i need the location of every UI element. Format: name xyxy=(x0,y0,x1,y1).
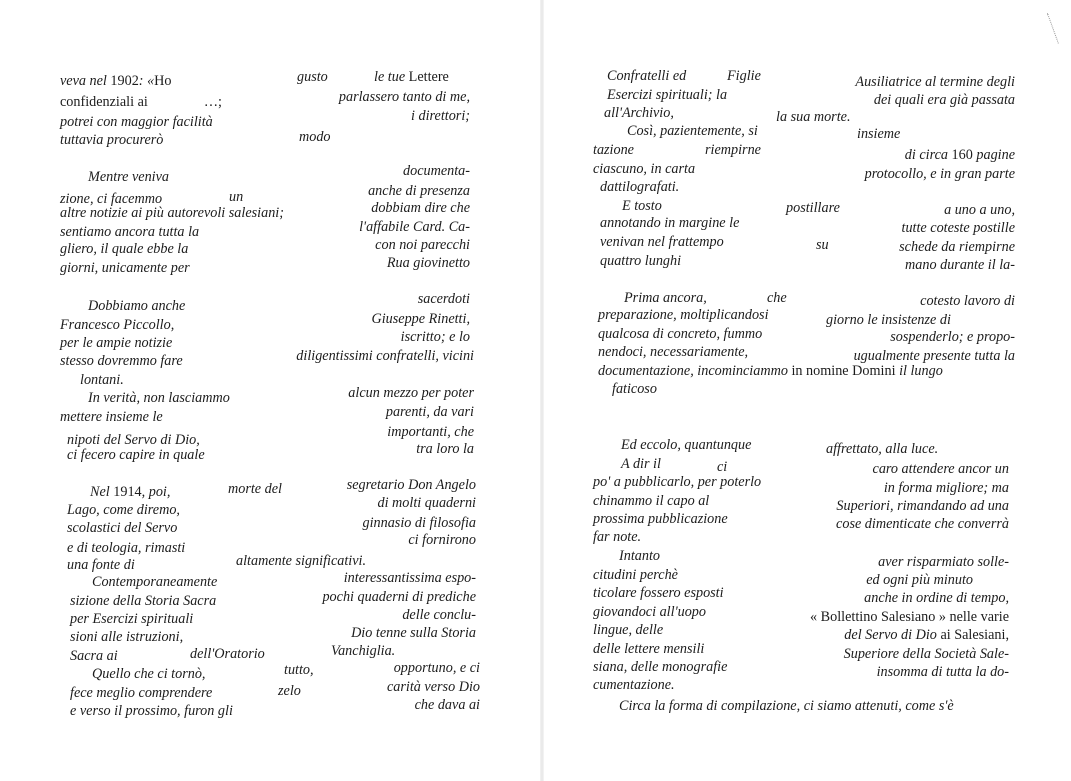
text-line: ci xyxy=(717,459,728,475)
text-line: Dio tenne sulla Storia xyxy=(351,625,476,641)
text-line: chinammo il capo al xyxy=(593,493,710,509)
text-line: un xyxy=(229,189,244,205)
scan-mark xyxy=(1047,8,1071,43)
text-line: pochi quaderni di prediche xyxy=(322,589,476,605)
text-line: giovandoci all'uopo xyxy=(593,604,706,620)
text-line: qualcosa di concreto, fummo xyxy=(598,326,763,342)
text-line: Sacra ai xyxy=(70,648,118,664)
text-line: riempirne xyxy=(705,142,761,158)
text-line: dattilografati. xyxy=(600,179,680,195)
text-line: ginnasio di filosofia xyxy=(362,515,476,531)
text-line: iscritto; e lo xyxy=(400,329,470,345)
text-line: affrettato, alla luce. xyxy=(826,441,939,457)
text-line: Figlie xyxy=(727,68,761,84)
text-line: altre notizie ai più autorevoli salesiani; xyxy=(60,205,284,221)
text-line: Lago, come diremo, xyxy=(67,502,180,518)
text-line: ticolare fossero esposti xyxy=(593,585,724,601)
text-line: a uno a uno, xyxy=(944,202,1015,218)
text-line: schede da riempirne xyxy=(899,239,1015,255)
text-line: nendoci, necessariamente, xyxy=(598,344,749,360)
text-line: su xyxy=(816,237,829,253)
text-line: potrei con maggior facilità xyxy=(60,114,213,130)
text-line: i direttori; xyxy=(411,108,470,124)
text-line: caro attendere ancor un xyxy=(872,461,1009,477)
text-line: insomma di tutta la do- xyxy=(876,664,1009,680)
text-line: cose dimenticate che converrà xyxy=(836,516,1009,532)
text-line: in forma migliore; ma xyxy=(883,480,1009,496)
text-line: anche in ordine di tempo, xyxy=(864,590,1009,606)
text-line: stesso dovremmo fare xyxy=(60,353,183,369)
text-line: veva nel 1902: «Ho xyxy=(60,73,172,89)
text-line: quattro lunghi xyxy=(600,253,682,269)
text-line: postillare xyxy=(786,200,840,216)
text-line: Circa la forma di compilazione, ci siamo attenuti, come s'è xyxy=(619,698,954,714)
text-line: Confratelli ed xyxy=(607,68,687,84)
text-line: Superiori, rimandando ad una xyxy=(836,498,1009,514)
text-line: « Bollettino Salesiano » nelle varie xyxy=(810,609,1009,625)
text-line: zione, ci facemmo xyxy=(60,191,163,207)
text-line: sospenderlo; e propo- xyxy=(890,329,1015,345)
text-line: prossima pubblicazione xyxy=(593,511,728,527)
text-line: tra loro la xyxy=(416,441,474,457)
text-line: morte del xyxy=(228,481,282,497)
text-line: lingue, delle xyxy=(593,622,664,638)
text-line: scolastici del Servo xyxy=(67,520,178,536)
text-line: modo xyxy=(299,129,331,145)
text-line: del Servo di Dio ai Salesiani, xyxy=(844,627,1009,643)
text-line: le tue Lettere xyxy=(374,69,449,85)
text-line: insieme xyxy=(857,126,901,142)
text-line: Francesco Piccollo, xyxy=(60,317,175,333)
text-line: dei quali era già passata xyxy=(873,92,1015,108)
text-line: di molti quaderni xyxy=(377,495,476,511)
text-line: Nel 1914, poi, xyxy=(90,484,171,500)
text-line: cotesto lavoro di xyxy=(920,293,1015,309)
text-line: Quello che ci tornò, xyxy=(92,666,206,682)
text-line: annotando in margine le xyxy=(600,215,740,231)
text-line: sentiamo ancora tutta la xyxy=(60,224,200,240)
text-line: delle conclu- xyxy=(402,607,476,623)
text-line: lontani. xyxy=(80,372,124,388)
text-line: parenti, da vari xyxy=(385,404,474,420)
text-line: faticoso xyxy=(612,381,657,397)
text-line: fece meglio comprendere xyxy=(70,685,213,701)
text-line: zelo xyxy=(278,683,301,699)
text-line: tutto, xyxy=(284,662,314,678)
text-line: sizione della Storia Sacra xyxy=(70,593,217,609)
text-line: carità verso Dio xyxy=(387,679,480,695)
text-line: importanti, che xyxy=(387,424,474,440)
text-line: documentazione, incominciammo in nomine Domini il lungo xyxy=(598,363,943,379)
text-line: po' a pubblicarlo, per poterlo xyxy=(593,474,762,490)
text-line: Superiore della Società Sale- xyxy=(843,646,1009,662)
text-line: una fonte di xyxy=(67,557,135,573)
text-line: che dava ai xyxy=(414,697,480,713)
text-line: all'Archivio, xyxy=(604,105,674,121)
text-line: Prima ancora, xyxy=(624,290,707,306)
text-line: altamente significativi. xyxy=(236,553,367,569)
text-line: anche di presenza xyxy=(368,183,470,199)
text-line: Intanto xyxy=(619,548,660,564)
text-line: Ausiliatrice al termine degli xyxy=(855,74,1015,90)
text-line: Così, pazientemente, si xyxy=(627,123,758,139)
text-line: e verso il prossimo, furon gli xyxy=(70,703,233,719)
text-line: far note. xyxy=(593,529,642,545)
text-line: Vanchiglia. xyxy=(331,643,396,659)
text-line: aver risparmiato solle- xyxy=(878,554,1009,570)
text-line: sioni alle istruzioni, xyxy=(70,629,184,645)
text-line: dobbiam dire che xyxy=(371,200,470,216)
text-line: E tosto xyxy=(622,198,662,214)
text-line: interessantissima espo- xyxy=(343,570,476,586)
text-line: la sua morte. xyxy=(776,109,851,125)
text-line: ed ogni più minuto xyxy=(866,572,973,588)
text-line: cumentazione. xyxy=(593,677,675,693)
text-line: documenta- xyxy=(403,163,470,179)
text-line: Giuseppe Rinetti, xyxy=(371,311,470,327)
text-line: citudini perchè xyxy=(593,567,678,583)
text-line: alcun mezzo per poter xyxy=(348,385,474,401)
text-line: di circa 160 pagine xyxy=(904,147,1015,163)
text-line: gusto xyxy=(297,69,328,85)
text-line: che xyxy=(767,290,787,306)
text-line: l'affabile Card. Ca- xyxy=(359,219,470,235)
text-line: parlassero tanto di me, xyxy=(338,89,470,105)
text-line: mano durante il la- xyxy=(905,257,1015,273)
text-line: mettere insieme le xyxy=(60,409,163,425)
text-line: Esercizi spirituali; la xyxy=(607,87,728,103)
text-line: ciascuno, in carta xyxy=(593,161,696,177)
text-line: dell'Oratorio xyxy=(190,646,265,662)
text-line: con noi parecchi xyxy=(375,237,470,253)
right-page xyxy=(544,0,1071,781)
text-line: segretario Don Angelo xyxy=(346,477,476,493)
text-line: protocollo, e in gran parte xyxy=(864,166,1015,182)
text-line: e di teologia, rimasti xyxy=(67,540,186,556)
text-line: per Esercizi spirituali xyxy=(70,611,194,627)
text-line: Ed eccolo, quantunque xyxy=(621,437,752,453)
text-line: siana, delle monografie xyxy=(593,659,728,675)
text-line: Contemporaneamente xyxy=(92,574,218,590)
text-line: delle lettere mensili xyxy=(593,641,705,657)
text-line: In verità, non lasciammo xyxy=(88,390,230,406)
text-line: sacerdoti xyxy=(417,291,470,307)
text-line: per le ampie notizie xyxy=(60,335,173,351)
text-line: preparazione, moltiplicandosi xyxy=(598,307,769,323)
text-line: Mentre veniva xyxy=(88,169,170,185)
text-line: Rua giovinetto xyxy=(386,255,470,271)
text-line: venivan nel frattempo xyxy=(600,234,724,250)
text-line: diligentissimi confratelli, vicini xyxy=(296,348,474,364)
text-line: nipoti del Servo di Dio, xyxy=(67,432,200,448)
text-line: confidenziali ai …; xyxy=(60,94,222,110)
text-line: giorni, unicamente per xyxy=(60,260,190,276)
text-line: ugualmente presente tutta la xyxy=(853,348,1015,364)
text-line: ci fornirono xyxy=(408,532,476,548)
text-line: ci fecero capire in quale xyxy=(67,447,205,463)
text-line: tutte coteste postille xyxy=(901,220,1015,236)
text-line: tazione xyxy=(593,142,634,158)
text-line: giorno le insistenze di xyxy=(826,312,951,328)
text-line: tuttavia procurerò xyxy=(60,132,164,148)
text-line: gliero, il quale ebbe la xyxy=(60,241,189,257)
text-line: A dir il xyxy=(621,456,661,472)
text-line: opportuno, e ci xyxy=(393,660,480,676)
text-line: Dobbiamo anche xyxy=(88,298,186,314)
